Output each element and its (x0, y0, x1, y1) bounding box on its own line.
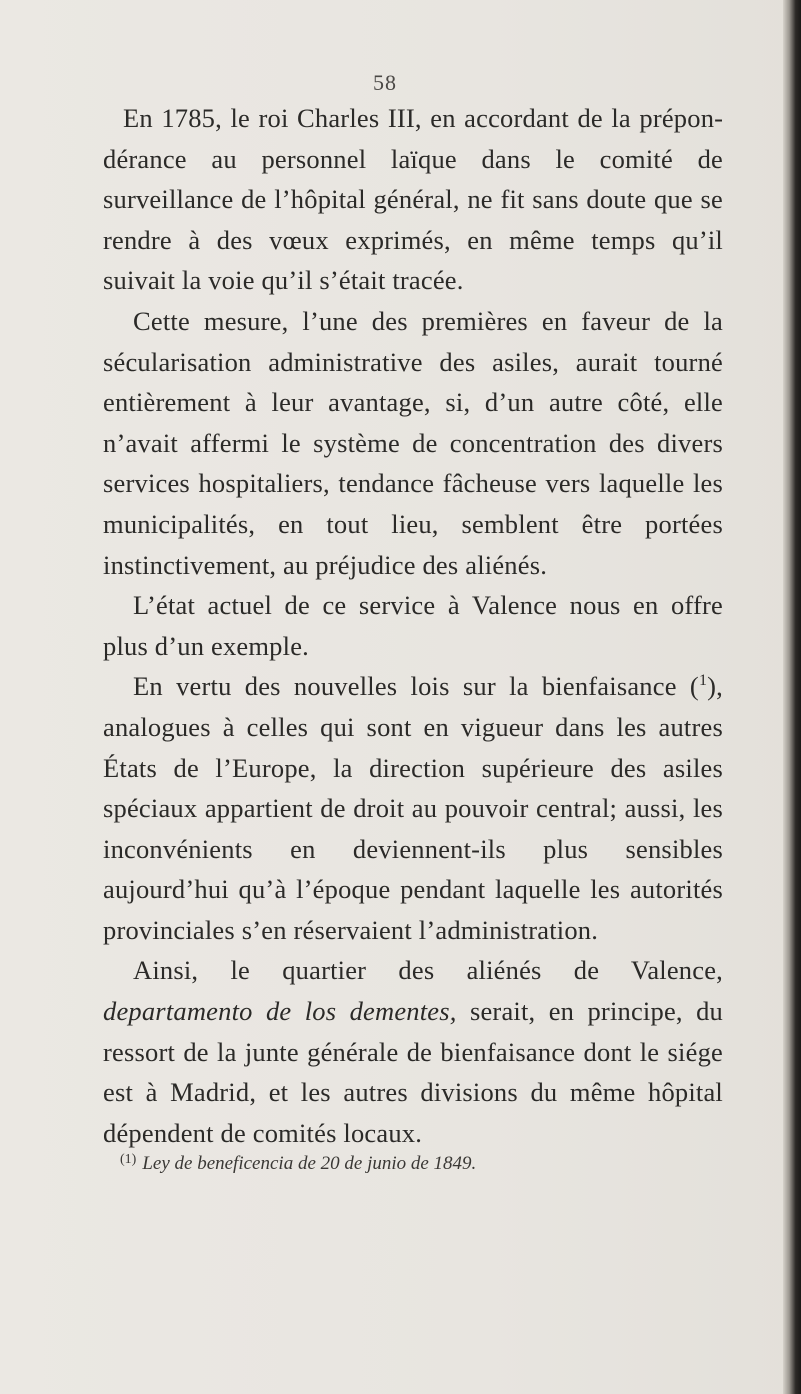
footnote-reference: 1 (698, 672, 708, 690)
paragraph-3: L’état actuel de ce service à Valence nous en offre plus d’un exemple. (103, 590, 723, 661)
paragraph-1: En 1785, le roi Charles III, en accordant de la prépondérance au personnel laïque dans le comité de surveillance de l’hôpital général, ne fit sans doute que se rendre à des vœux exprimés, en même temps qu’il suivait la voie qu’il s’était tracée. (103, 103, 723, 296)
paragraph-4-text-end: ), analogues à celles qui sont en vigueur dans les autres États de l’Europe, la direction supérieure des asiles spéciaux appartient de droit au pouvoir central; aussi, les inconvénients en deviennent-ils plus sensibles aujourd’hui qu’à l’époque pendant laquelle les autorités provinciales s’en réservaient l’administration. (103, 671, 723, 945)
paragraph-4 (103, 666, 723, 950)
paragraph-4-text-start: En vertu des nouvelles lois sur la bienfaisance ( (133, 671, 699, 702)
italic-phrase: departamento de los dementes, (103, 996, 457, 1027)
footnote (120, 1152, 720, 1175)
body-text (103, 98, 723, 1153)
paragraph-5-text-start: Ainsi, le quartier des aliénés de Valence, (133, 955, 723, 986)
paragraph-5 (103, 950, 723, 1153)
paragraph-5-text-end: serait, en principe, du ressort de la junte générale de bienfaisance dont le siége est à Madrid, et les autres divisions du même hôpital dépendent de comités locaux. (103, 996, 723, 1148)
footnote-text: Ley de beneficencia de 20 de junio de 1849. (142, 1153, 477, 1174)
paragraph-2: Cette mesure, l’une des premières en faveur de la sécularisation administrative des asiles, aurait tourné entièrement à leur avantage, si, d’un autre côté, elle n’avait affermi le système de concentration des divers services hospitaliers, tendance fâcheuse vers laquelle les municipalités, en tout lieu, semblent être portées instinctivement, au préjudice des aliénés. (103, 305, 723, 580)
book-gutter-shadow (783, 0, 801, 1394)
footnote-label: (1) (120, 1152, 137, 1167)
page-number: 58 (373, 70, 397, 95)
